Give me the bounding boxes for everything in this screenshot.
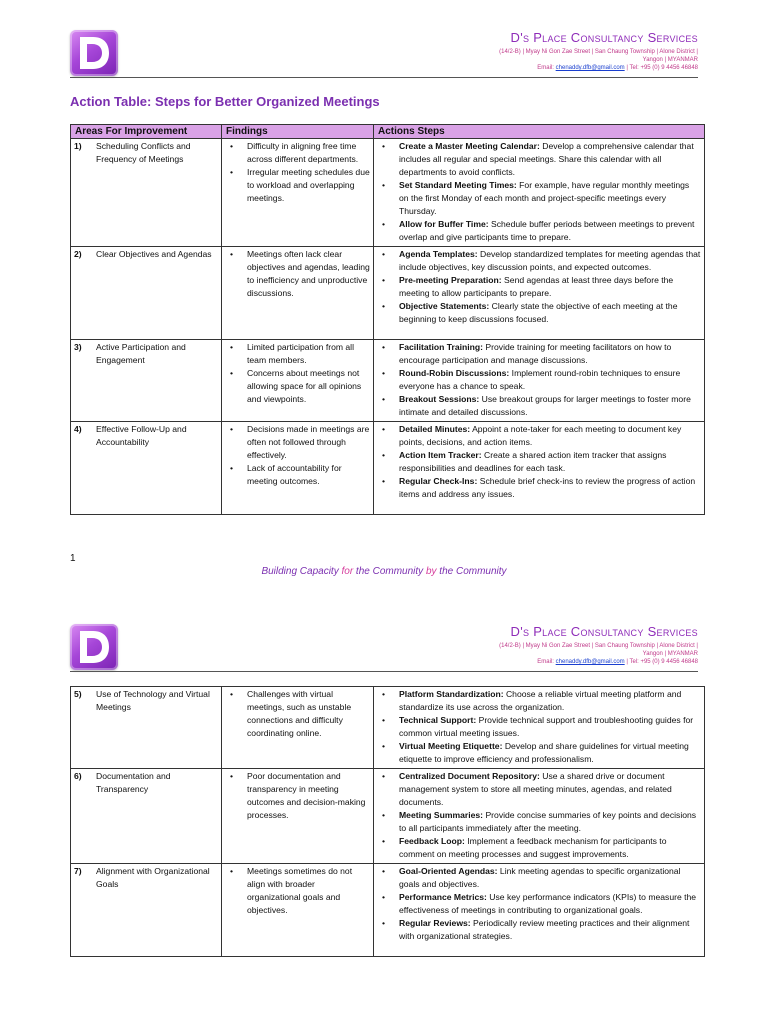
table-row	[71, 247, 705, 340]
address-line-2: Yangon | MYANMAR	[642, 651, 698, 657]
action-text: Develop standardized templates for meeting agendas that include objectives, key discussion points, and expected outcomes.	[399, 249, 701, 272]
action-text: Implement a feedback mechanism for participants to comment on meeting processes and suggest improvements.	[399, 836, 667, 859]
tagline-for: for	[341, 566, 354, 577]
action-item	[377, 179, 701, 218]
email-link[interactable]: chenaddy.dfb@gmail.com	[555, 659, 625, 665]
action-text: Send agendas at least three days before the meeting to allow participants to prepare.	[399, 275, 674, 298]
action-table-page-2	[70, 686, 705, 957]
action-item	[377, 300, 701, 326]
page-2	[0, 600, 768, 1024]
company-address	[499, 642, 698, 666]
action-item	[377, 865, 701, 891]
action-item	[377, 770, 701, 809]
findings-list	[225, 423, 370, 488]
area-number: 6)	[74, 771, 82, 781]
findings-list	[225, 341, 370, 406]
area-number: 3)	[74, 342, 82, 352]
telephone: | Tel: +95 (0) 9 4456 46848	[624, 659, 698, 665]
action-item	[377, 714, 701, 740]
area-cell	[71, 340, 222, 422]
findings-cell	[222, 247, 374, 340]
area-label: Clear Objectives and Agendas	[96, 249, 212, 259]
table-body	[71, 687, 705, 957]
actions-list	[377, 770, 701, 861]
action-lead: Performance Metrics:	[399, 892, 487, 902]
telephone: | Tel: +95 (0) 9 4456 46848	[624, 65, 698, 71]
finding-item: • Meetings often lack clear objectives and agendas, leading to inefficiency and unproductive discussions.	[225, 248, 370, 300]
table-header-row	[71, 125, 705, 139]
action-item	[377, 218, 701, 244]
action-table-page-1	[70, 124, 705, 515]
action-text: Provide concise summaries of key points and decisions to all participants immediately after the meeting.	[399, 810, 697, 833]
action-lead: Meeting Summaries:	[399, 810, 484, 820]
area-number: 7)	[74, 866, 82, 876]
action-text: Develop a comprehensive calendar that includes all regular and special meetings. Share this calendar with all departments to avoid conflicts.	[399, 141, 694, 177]
findings-list	[225, 865, 370, 917]
brand-name: D's Place Consultancy Services	[510, 30, 698, 45]
action-text: Link meeting agendas to specific organizational goals and objectives.	[399, 866, 681, 889]
actions-cell	[374, 247, 705, 340]
finding-item: • Decisions made in meetings are often not followed through effectively.	[225, 423, 370, 462]
findings-list	[225, 248, 370, 300]
contact-line	[499, 658, 698, 666]
action-lead: Pre-meeting Preparation:	[399, 275, 502, 285]
area-label: Scheduling Conflicts and Frequency of Meetings	[96, 141, 191, 164]
table-row	[71, 687, 705, 769]
tagline-by: by	[425, 566, 437, 577]
action-lead: Regular Check-Ins:	[399, 476, 478, 486]
finding-item: • Limited participation from all team members.	[225, 341, 370, 367]
action-lead: Centralized Document Repository:	[399, 771, 540, 781]
action-lead: Create a Master Meeting Calendar:	[399, 141, 540, 151]
findings-cell	[222, 139, 374, 247]
actions-cell	[374, 864, 705, 957]
area-item	[74, 341, 218, 367]
finding-item: • Lack of accountability for meeting outcomes.	[225, 462, 370, 488]
action-item	[377, 688, 701, 714]
table-row	[71, 864, 705, 957]
tagline-part: the Community	[436, 566, 507, 577]
action-text: Create a shared action item tracker that assigns responsibilities and deadlines for each task.	[399, 450, 667, 473]
action-item	[377, 248, 701, 274]
actions-list	[377, 688, 701, 766]
actions-cell	[374, 769, 705, 864]
action-text: Implement round-robin techniques to ensure everyone has a chance to speak.	[399, 368, 681, 391]
action-text: Provide training for meeting facilitators on how to encourage participation and manage discussions.	[399, 342, 672, 365]
area-label: Active Participation and Engagement	[96, 342, 186, 365]
area-item	[74, 423, 218, 449]
area-cell	[71, 687, 222, 769]
address-line-1: (14/2-B) | Myay Ni Gon Zae Street | San Chaung Township | Alone District |	[499, 643, 698, 649]
finding-item: • Difficulty in aligning free time across different departments.	[225, 140, 370, 166]
brand-name: D's Place Consultancy Services	[510, 624, 698, 639]
action-lead: Regular Reviews:	[399, 918, 471, 928]
action-lead: Set Standard Meeting Times:	[399, 180, 517, 190]
area-number: 1)	[74, 141, 82, 151]
table-row	[71, 340, 705, 422]
action-lead: Facilitation Training:	[399, 342, 484, 352]
area-item	[74, 140, 218, 166]
action-lead: Allow for Buffer Time:	[399, 219, 489, 229]
action-item	[377, 835, 701, 861]
action-lead: Objective Statements:	[399, 301, 490, 311]
action-item	[377, 393, 701, 419]
contact-line	[499, 64, 698, 72]
action-item	[377, 367, 701, 393]
action-text: Use key performance indicators (KPIs) to measure the effectiveness of meetings in contributing to organizational goals.	[399, 892, 697, 915]
area-label: Effective Follow-Up and Accountability	[96, 424, 187, 447]
action-lead: Technical Support:	[399, 715, 477, 725]
findings-list	[225, 688, 370, 740]
action-lead: Round-Robin Discussions:	[399, 368, 510, 378]
actions-list	[377, 248, 701, 326]
finding-item: • Meetings sometimes do not align with broader organizational goals and objectives.	[225, 865, 370, 917]
area-cell	[71, 422, 222, 515]
action-item	[377, 740, 701, 766]
actions-list	[377, 140, 701, 244]
tagline-part: the Community	[353, 566, 426, 577]
actions-cell	[374, 340, 705, 422]
action-text: For example, have regular monthly meetings on the first Monday of each month and project-specific meetings every Thursday.	[399, 180, 690, 216]
findings-cell	[222, 687, 374, 769]
company-address	[499, 48, 698, 72]
company-logo-icon	[70, 30, 118, 76]
email-link[interactable]: chenaddy.dfb@gmail.com	[555, 65, 625, 71]
area-cell	[71, 139, 222, 247]
action-text: Schedule brief check-ins to review the progress of action items and address any issues.	[399, 476, 696, 499]
column-header: Findings	[222, 125, 374, 139]
actions-list	[377, 423, 701, 501]
area-item	[74, 770, 218, 796]
actions-cell	[374, 139, 705, 247]
footer-tagline	[0, 566, 768, 577]
action-item	[377, 891, 701, 917]
action-text: Use a shared drive or document management system to store all meeting minutes, agendas, and related documents.	[399, 771, 672, 807]
actions-cell	[374, 422, 705, 515]
email-label: Email:	[537, 65, 556, 71]
action-lead: Platform Standardization:	[399, 689, 504, 699]
action-lead: Action Item Tracker:	[399, 450, 482, 460]
column-header: Areas For Improvement	[71, 125, 222, 139]
action-lead: Breakout Sessions:	[399, 394, 480, 404]
column-header: Actions Steps	[374, 125, 705, 139]
table-row	[71, 139, 705, 247]
area-number: 2)	[74, 249, 82, 259]
header-divider	[70, 77, 698, 78]
table-row	[71, 769, 705, 864]
area-item	[74, 688, 218, 714]
finding-item: • Irregular meeting schedules due to workload and overlapping meetings.	[225, 166, 370, 205]
actions-cell	[374, 687, 705, 769]
findings-cell	[222, 422, 374, 515]
action-text: Appoint a note-taker for each meeting to document key points, decisions, and action items.	[399, 424, 682, 447]
action-lead: Goal-Oriented Agendas:	[399, 866, 498, 876]
area-label: Use of Technology and Virtual Meetings	[96, 689, 210, 712]
page-number: 1	[70, 553, 76, 564]
area-label: Documentation and Transparency	[96, 771, 171, 794]
action-item	[377, 274, 701, 300]
action-lead: Agenda Templates:	[399, 249, 478, 259]
actions-list	[377, 341, 701, 419]
area-cell	[71, 864, 222, 957]
action-text: Provide technical support and troubleshooting guides for common virtual meeting issues.	[399, 715, 694, 738]
header-divider	[70, 671, 698, 672]
action-text: Schedule buffer periods between meetings to prevent overlap and give participants time to prepare.	[399, 219, 695, 242]
finding-item: • Concerns about meetings not allowing space for all opinions and viewpoints.	[225, 367, 370, 406]
finding-item: • Poor documentation and transparency in meeting outcomes and decision-making processes.	[225, 770, 370, 822]
area-cell	[71, 247, 222, 340]
action-text: Choose a reliable virtual meeting platform and standardize its use across the organization.	[399, 689, 682, 712]
action-item	[377, 140, 701, 179]
findings-cell	[222, 769, 374, 864]
action-item	[377, 475, 701, 501]
action-text: Periodically review meeting practices and their alignment with organizational strategies.	[399, 918, 690, 941]
action-item	[377, 423, 701, 449]
action-lead: Virtual Meeting Etiquette:	[399, 741, 503, 751]
email-label: Email:	[537, 659, 556, 665]
action-item	[377, 341, 701, 367]
area-number: 5)	[74, 689, 82, 699]
table-row	[71, 422, 705, 515]
action-lead: Detailed Minutes:	[399, 424, 471, 434]
tagline-part: Building Capacity	[261, 566, 342, 577]
action-item	[377, 917, 701, 943]
action-text: Develop and share guidelines for virtual meeting etiquette to improve efficiency and professionalism.	[399, 741, 689, 764]
area-item	[74, 865, 218, 891]
action-item	[377, 449, 701, 475]
findings-list	[225, 140, 370, 205]
action-text: Use breakout groups for larger meetings to foster more intimate and detailed discussions.	[399, 394, 691, 417]
findings-cell	[222, 340, 374, 422]
area-label: Alignment with Organizational Goals	[96, 866, 210, 889]
area-number: 4)	[74, 424, 82, 434]
action-lead: Feedback Loop:	[399, 836, 465, 846]
action-text: Clearly state the objective of each meeting at the beginning to keep discussions focused.	[399, 301, 678, 324]
findings-list	[225, 770, 370, 822]
actions-list	[377, 865, 701, 943]
document-title: Action Table: Steps for Better Organized Meetings	[70, 94, 380, 109]
action-item	[377, 809, 701, 835]
address-line-1: (14/2-B) | Myay Ni Gon Zae Street | San Chaung Township | Alone District |	[499, 49, 698, 55]
area-item	[74, 248, 218, 261]
finding-item: • Challenges with virtual meetings, such as unstable connections and difficulty coordinating online.	[225, 688, 370, 740]
table-body	[71, 139, 705, 515]
findings-cell	[222, 864, 374, 957]
address-line-2: Yangon | MYANMAR	[642, 57, 698, 63]
company-logo-icon	[70, 624, 118, 670]
area-cell	[71, 769, 222, 864]
